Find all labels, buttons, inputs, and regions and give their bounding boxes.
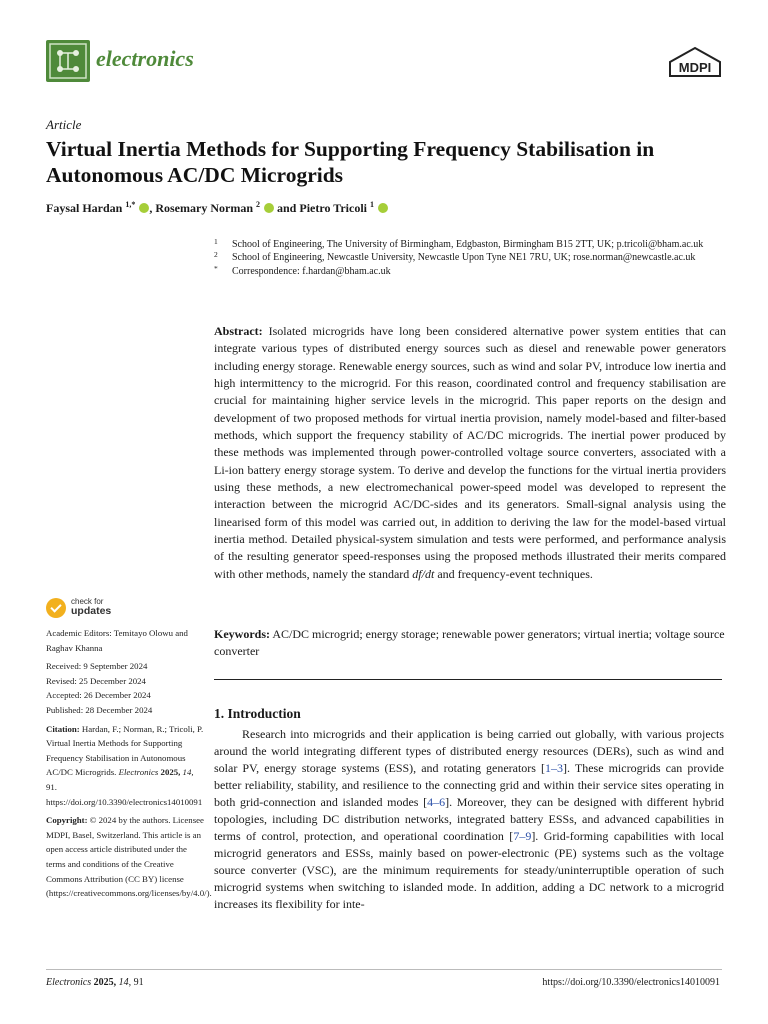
author-name[interactable]: Faysal Hardan: [46, 201, 123, 215]
abstract-tail: and frequency-event techniques.: [437, 566, 593, 581]
citation-year: 2025,: [160, 767, 181, 778]
footer-volume: 14,: [118, 977, 132, 988]
author-name[interactable]: Pietro Tricoli: [299, 201, 368, 215]
dates: [46, 659, 204, 717]
author-list: [46, 200, 388, 216]
footer-article: 91: [133, 977, 144, 988]
article-info-sidebar: [46, 626, 212, 905]
author-separator: ,: [149, 201, 156, 215]
footer-divider: [46, 969, 722, 970]
orcid-icon[interactable]: [264, 203, 274, 213]
abstract-text: Isolated microgrids have long been considered alternative power system entities that can integrate various types of distributed energy sources such as diesel and renewable power generators including energy storage. Renewable energy sources, such as wind and solar PV, introduce low inertia and high intermittency to the microgrid. For this reason, coordinated control and frequency stabilisation are crucial for maintaining higher service levels in the microgrid. This paper reports on the design and development of two proposed methods for virtual inertia provision, namely model-based and filter-based methods, which support the frequency stability of AC/DC microgrids. The inertial power produced by these methods was implemented through power-controlled voltage source converters, associated with a Li-ion battery energy storage system. To derive and develop the functions for the virtual inertia providers using these methods, a new electromechanical power-speed model was developed to represent the interaction between the microgrid AC/DC-sides and its generators. Small-signal analysis using the linearised form of this model was carried out, in addition to deriving the law for the model-based virtual inertia method. Detailed physical-system simulation and tests were performed, and performance analysis of the resulting generator speed-responses using the proposed methods illustrated their merits compared with other methods, namely the standard: [214, 324, 727, 581]
citation-link[interactable]: 7–9: [513, 828, 532, 843]
section-heading: 1. Introduction: [214, 706, 301, 721]
date-revised: Revised: 25 December 2024: [46, 675, 146, 686]
citation: [46, 722, 204, 810]
introduction-paragraph: [214, 726, 724, 912]
affiliation-text: Correspondence: f.hardan@bham.ac.uk: [232, 265, 391, 277]
citation-text: Hardan, F.; Norman, R.; Tricoli, P. Virtual Inertia Methods for Supporting Frequency Stabilisation in Autonomous AC/DC Microgrids.: [46, 723, 204, 778]
mdpi-logo-icon[interactable]: [666, 46, 724, 82]
footer-citation: [46, 977, 144, 988]
copyright-text: © 2024 by the authors. Licensee MDPI, Basel, Switzerland. This article is an open access article distributed under the terms and conditions of the Creative Commons Attribution (CC BY) license (https://creativecommons.org/licenses/by/4.0/).: [46, 815, 212, 899]
mdpi-logo-text: MDPI: [678, 60, 712, 75]
footer-year: 2025,: [93, 977, 117, 988]
footer-journal: Electronics: [46, 977, 92, 988]
intro-text: ]. These microgrids can provide better reliability, stability, and resilience to the connecting grid and within their service sites operating in both grid-connection and islanded modes [: [214, 760, 724, 809]
affiliation: [214, 265, 724, 278]
updates-label-2: updates: [71, 605, 112, 617]
article-title: Virtual Inertia Methods for Supporting Frequency Stabilisation in Autonomous AC/DC Microgrids: [46, 137, 655, 187]
intro-text: ]. Grid-forming capabilities with local microgrid generators and ESSs, mainly based on power-electronic (PE) systems such as the voltage source converter (VSC), are the minimum requirements for steady/uninterruptible operation of such microgrid systems when switching to islanded mode. In addition, adding a DC network to a microgrid increases its flexibility for inte-: [214, 828, 725, 911]
copyright-label: Copyright:: [46, 815, 88, 826]
academic-editors: [46, 626, 204, 655]
orcid-icon[interactable]: [139, 203, 149, 213]
author-affil-sup: 1,*: [125, 200, 136, 209]
intro-text: ]. Moreover, they can be designed with different hybrid topologies, including DC distribution networks, integrated battery ESSs, and advanced capabilities in terms of control, protection, and operational coordination [: [214, 794, 724, 843]
author-name[interactable]: Rosemary Norman: [155, 201, 253, 215]
citation-doi[interactable]: 91. https://doi.org/10.3390/electronics14010091: [46, 781, 203, 807]
date-received: Received: 9 September 2024: [46, 661, 148, 672]
affiliation-number: 1: [214, 237, 218, 246]
citation-label: Citation:: [46, 723, 80, 734]
citation-link[interactable]: 1–3: [545, 760, 564, 775]
citation-journal: Electronics: [118, 767, 159, 778]
affiliations: [214, 238, 724, 278]
citation-link[interactable]: 4–6: [427, 794, 446, 809]
author-affil-sup: 1: [370, 200, 375, 209]
journal-logo-icon: [46, 40, 90, 82]
intro-text: Research into microgrids and their application is being carried out globally, with various projects around the world integrating different types of distributed energy resources (DERs), such as wind and solar PV, energy storage systems (ESS), and rotating generators [: [214, 727, 724, 775]
affiliation-number: 2: [214, 250, 218, 260]
updates-label-1: check for: [71, 597, 104, 606]
editors-names: Temitayo Olowu and Raghav Khanna: [46, 628, 188, 653]
keywords: [214, 626, 726, 660]
affiliation-text: School of Engineering, The University of Birmingham, Edgbaston, Birmingham B15 2TT, UK; p.tricoli@bham.ac.uk: [232, 239, 704, 250]
date-accepted: Accepted: 26 December 2024: [46, 690, 151, 701]
author-affil-sup: 2: [256, 200, 260, 209]
affiliation: [214, 238, 724, 251]
journal-name[interactable]: electronics: [96, 46, 194, 71]
affiliation-text: School of Engineering, Newcastle University, Newcastle Upon Tyne NE1 7RU, UK; rose.norman@newcastle.ac.uk: [232, 252, 696, 264]
check-icon: [46, 598, 66, 618]
date-published: Published: 28 December 2024: [46, 704, 153, 715]
footer-doi[interactable]: https://doi.org/10.3390/electronics14010091: [542, 977, 720, 988]
abstract-math: df/dt: [412, 566, 435, 581]
orcid-icon[interactable]: [378, 203, 388, 213]
section-divider: [214, 679, 722, 680]
copyright: [46, 813, 212, 901]
keywords-text: AC/DC microgrid; energy storage; renewable power generators; virtual inertia; voltage source converter: [214, 627, 725, 658]
keywords-label: Keywords:: [214, 627, 270, 641]
article-type: Article: [46, 117, 82, 132]
check-for-updates-badge[interactable]: [46, 596, 156, 622]
author-separator: and: [274, 201, 300, 215]
affiliation-number: *: [214, 263, 218, 273]
abstract-label: Abstract:: [214, 324, 263, 338]
editors-label: Academic Editors:: [46, 628, 112, 638]
affiliation: [214, 251, 724, 264]
citation-volume: 14,: [182, 767, 194, 778]
abstract: [214, 323, 726, 583]
